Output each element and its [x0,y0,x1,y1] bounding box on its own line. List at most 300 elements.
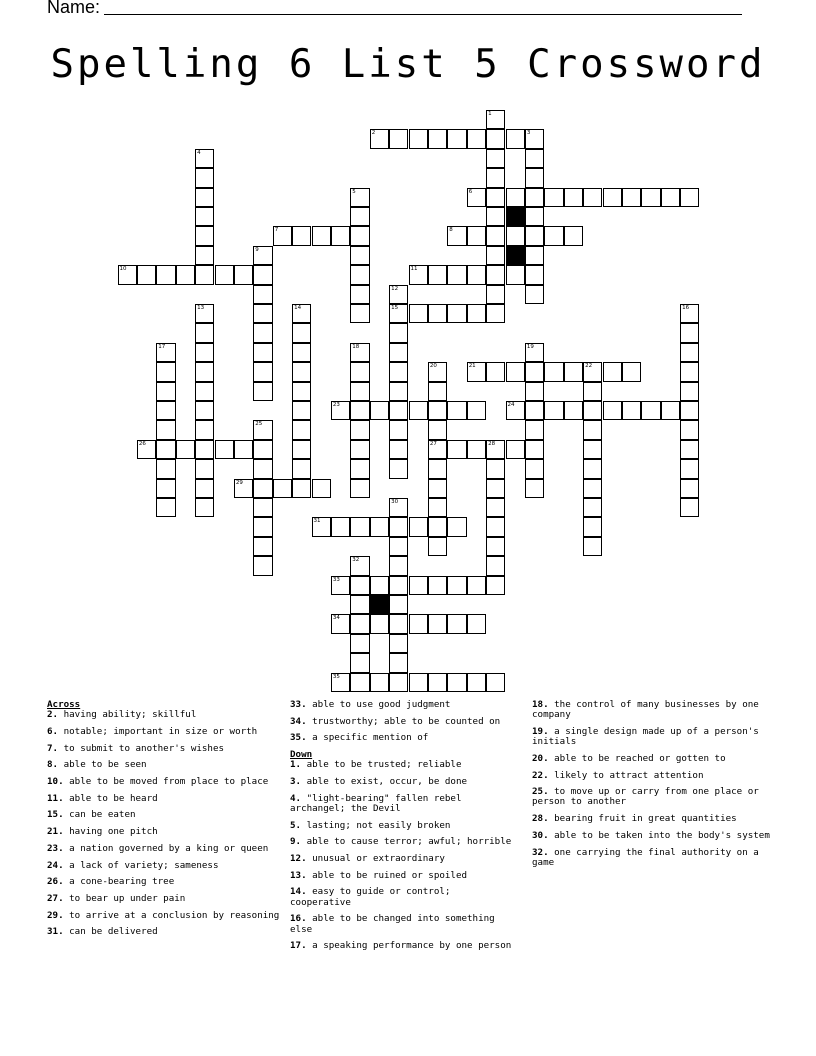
across-clue: 34. trustworthy; able to be counted on [290,715,501,727]
grid-cell[interactable] [447,673,466,692]
grid-cell[interactable] [583,420,602,439]
grid-cell[interactable] [350,576,369,595]
grid-cell[interactable] [525,285,544,304]
down-header: Down [290,749,313,761]
grid-cell[interactable] [525,129,544,148]
grid-cell[interactable] [583,188,602,207]
grid-cell[interactable] [389,595,408,614]
grid-cell[interactable] [176,440,195,459]
grid-cell[interactable] [428,440,447,459]
grid-cell[interactable] [156,498,175,517]
grid-cell[interactable] [486,226,505,245]
grid-cell[interactable] [544,226,563,245]
grid-cell[interactable] [525,362,544,381]
grid-cell[interactable] [253,362,272,381]
grid-cell[interactable] [680,304,699,323]
black-square [506,207,525,226]
grid-cell[interactable] [525,207,544,226]
grid-cell[interactable] [447,401,466,420]
grid-cell[interactable] [486,479,505,498]
grid-cell[interactable] [544,188,563,207]
grid-cell[interactable] [428,576,447,595]
grid-cell[interactable] [331,673,350,692]
down-clue: 1. able to be trusted; reliable [290,759,462,771]
down-clue: 3. able to exist, occur, be done [290,776,468,788]
grid-cell[interactable] [428,401,447,420]
grid-cell[interactable] [312,479,331,498]
grid-cell[interactable] [350,246,369,265]
grid-cell[interactable] [680,459,699,478]
grid-cell[interactable] [350,673,369,692]
grid-cell[interactable] [156,362,175,381]
grid-cell[interactable] [389,323,408,342]
grid-cell[interactable] [447,517,466,536]
grid-cell[interactable] [195,440,214,459]
grid-cell[interactable] [195,420,214,439]
grid-cell[interactable] [350,420,369,439]
clue-number: 17 [158,343,166,350]
clue-number: 11 [410,266,418,273]
grid-cell[interactable] [506,362,525,381]
grid-cell[interactable] [253,246,272,265]
grid-cell[interactable] [389,673,408,692]
grid-cell[interactable] [370,401,389,420]
grid-cell[interactable] [622,401,641,420]
grid-cell[interactable] [389,382,408,401]
grid-cell[interactable] [350,188,369,207]
grid-cell[interactable] [525,149,544,168]
grid-cell[interactable] [603,188,622,207]
grid-cell[interactable] [506,401,525,420]
down-clue: 19. a single design made up of a person's initials [532,725,759,748]
grid-cell[interactable] [350,556,369,575]
grid-cell[interactable] [486,576,505,595]
across-clue: 7. to submit to another's wishes [47,742,225,754]
grid-cell[interactable] [428,129,447,148]
grid-cell[interactable] [680,343,699,362]
grid-cell[interactable] [350,459,369,478]
grid-cell[interactable] [156,265,175,284]
grid-cell[interactable] [486,285,505,304]
grid-cell[interactable] [389,401,408,420]
grid-cell[interactable] [486,168,505,187]
grid-cell[interactable] [467,265,486,284]
grid-cell[interactable] [486,129,505,148]
grid-cell[interactable] [447,614,466,633]
grid-cell[interactable] [467,362,486,381]
grid-cell[interactable] [389,556,408,575]
grid-cell[interactable] [253,382,272,401]
grid-cell[interactable] [292,479,311,498]
grid-cell[interactable] [525,401,544,420]
grid-cell[interactable] [273,226,292,245]
grid-cell[interactable] [583,401,602,420]
grid-cell[interactable] [428,673,447,692]
grid-cell[interactable] [409,401,428,420]
down-clue: 9. able to cause terror; awful; horrible [290,836,512,848]
clue-number: 13 [197,305,205,311]
grid-cell[interactable] [680,323,699,342]
clue-number: 22 [585,363,593,370]
grid-cell[interactable] [156,420,175,439]
grid-cell[interactable] [409,517,428,536]
grid-cell[interactable] [195,401,214,420]
grid-cell[interactable] [428,537,447,556]
grid-cell[interactable] [350,207,369,226]
grid-cell[interactable] [680,401,699,420]
grid-cell[interactable] [292,226,311,245]
grid-cell[interactable] [253,420,272,439]
grid-cell[interactable] [292,362,311,381]
grid-cell[interactable] [195,207,214,226]
grid-cell[interactable] [195,226,214,245]
grid-cell[interactable] [389,459,408,478]
grid-cell[interactable] [195,459,214,478]
grid-cell[interactable] [253,285,272,304]
grid-cell[interactable] [486,246,505,265]
grid-cell[interactable] [447,265,466,284]
clue-number: 26 [138,440,146,447]
clue-number: 10 [119,266,127,273]
grid-cell[interactable] [253,498,272,517]
grid-cell[interactable] [389,517,408,536]
grid-cell[interactable] [583,498,602,517]
clue-number: 19 [526,343,534,350]
grid-cell[interactable] [195,265,214,284]
grid-cell[interactable] [428,517,447,536]
grid-cell[interactable] [292,459,311,478]
grid-cell[interactable] [195,343,214,362]
grid-cell[interactable] [350,285,369,304]
grid-cell[interactable] [195,304,214,323]
grid-cell[interactable] [428,498,447,517]
grid-cell[interactable] [350,634,369,653]
grid-cell[interactable] [292,343,311,362]
grid-cell[interactable] [583,382,602,401]
down-clue: 20. able to be reached or gotten to [532,752,726,764]
grid-cell[interactable] [331,401,350,420]
grid-cell[interactable] [195,168,214,187]
grid-cell[interactable] [486,265,505,284]
grid-cell[interactable] [253,556,272,575]
grid-cell[interactable] [544,362,563,381]
grid-cell[interactable] [350,614,369,633]
grid-cell[interactable] [641,188,660,207]
grid-cell[interactable] [603,362,622,381]
grid-cell[interactable] [428,304,447,323]
grid-cell[interactable] [428,362,447,381]
grid-cell[interactable] [350,265,369,284]
grid-cell[interactable] [253,265,272,284]
grid-cell[interactable] [331,517,350,536]
grid-cell[interactable] [389,362,408,381]
grid-cell[interactable] [583,537,602,556]
grid-cell[interactable] [467,673,486,692]
grid-cell[interactable] [680,440,699,459]
grid-cell[interactable] [525,420,544,439]
grid-cell[interactable] [389,343,408,362]
grid-cell[interactable] [350,440,369,459]
grid-cell[interactable] [331,226,350,245]
grid-cell[interactable] [467,614,486,633]
grid-cell[interactable] [486,459,505,478]
grid-cell[interactable] [467,440,486,459]
across-clue: 27. to bear up under pain [47,892,186,904]
grid-cell[interactable] [486,362,505,381]
grid-cell[interactable] [253,459,272,478]
across-clue: 35. a specific mention of [290,732,429,744]
grid-cell[interactable] [389,653,408,672]
grid-cell[interactable] [389,576,408,595]
clue-number: 15 [391,305,399,311]
grid-cell[interactable] [195,479,214,498]
grid-cell[interactable] [292,401,311,420]
grid-cell[interactable] [292,440,311,459]
grid-cell[interactable] [215,265,234,284]
grid-cell[interactable] [447,576,466,595]
grid-cell[interactable] [680,479,699,498]
grid-cell[interactable] [331,614,350,633]
grid-cell[interactable] [680,382,699,401]
down-clue: 14. easy to guide or control; cooperative [290,886,451,908]
grid-cell[interactable] [253,323,272,342]
grid-cell[interactable] [409,614,428,633]
grid-cell[interactable] [195,149,214,168]
grid-cell[interactable] [350,343,369,362]
grid-cell[interactable] [292,420,311,439]
grid-cell[interactable] [156,479,175,498]
grid-cell[interactable] [253,304,272,323]
grid-cell[interactable] [389,498,408,517]
grid-cell[interactable] [467,129,486,148]
down-clue: 17. a speaking performance by one person [290,940,512,952]
grid-cell[interactable] [467,576,486,595]
grid-cell[interactable] [156,401,175,420]
grid-cell[interactable] [253,517,272,536]
clue-number: 8 [449,227,453,234]
grid-cell[interactable] [234,479,253,498]
clue-number: 9 [255,246,259,253]
grid-cell[interactable] [506,188,525,207]
grid-cell[interactable] [564,362,583,381]
grid-cell[interactable] [215,440,234,459]
clue-number: 20 [429,363,437,370]
down-clue: 18. the control of many businesses by one company [532,699,759,721]
grid-cell[interactable] [292,304,311,323]
grid-cell[interactable] [564,401,583,420]
grid-cell[interactable] [428,479,447,498]
grid-cell[interactable] [486,304,505,323]
grid-cell[interactable] [447,304,466,323]
grid-cell[interactable] [603,401,622,420]
clue-number: 35 [332,673,340,680]
grid-cell[interactable] [486,188,505,207]
grid-cell[interactable] [156,459,175,478]
grid-cell[interactable] [641,401,660,420]
across-header: Across [47,699,81,710]
across-clue: 8. able to be seen [47,759,147,771]
grid-cell[interactable] [312,517,331,536]
grid-cell[interactable] [486,149,505,168]
grid-cell[interactable] [137,440,156,459]
grid-cell[interactable] [428,382,447,401]
clue-number: 32 [352,557,360,564]
grid-cell[interactable] [447,129,466,148]
across-clue: 33. able to use good judgment [290,699,451,710]
grid-cell[interactable] [583,517,602,536]
grid-cell[interactable] [253,537,272,556]
grid-cell[interactable] [273,479,292,498]
grid-cell[interactable] [622,188,641,207]
grid-cell[interactable] [389,440,408,459]
grid-cell[interactable] [370,614,389,633]
grid-cell[interactable] [564,188,583,207]
grid-cell[interactable] [680,498,699,517]
grid-cell[interactable] [389,614,408,633]
across-clue: 31. can be delivered [47,926,158,938]
grid-cell[interactable] [506,265,525,284]
grid-cell[interactable] [234,265,253,284]
grid-cell[interactable] [525,168,544,187]
down-clue: 16. able to be changed into something else [290,913,495,935]
grid-cell[interactable] [253,440,272,459]
grid-cell[interactable] [680,188,699,207]
puzzle-title: Spelling 6 List 5 Crossword [50,42,766,87]
grid-cell[interactable] [409,304,428,323]
grid-cell[interactable] [525,226,544,245]
clue-number: 18 [352,343,360,350]
across-clue: 6. notable; important in size or worth [47,725,258,737]
grid-cell[interactable] [428,265,447,284]
grid-cell[interactable] [680,362,699,381]
grid-cell[interactable] [195,188,214,207]
grid-cell[interactable] [525,246,544,265]
grid-cell[interactable] [506,226,525,245]
grid-cell[interactable] [389,420,408,439]
grid-cell[interactable] [544,401,563,420]
grid-cell[interactable] [292,323,311,342]
grid-cell[interactable] [350,653,369,672]
across-clue: 2. having ability; skillful [47,709,197,721]
grid-cell[interactable] [389,304,408,323]
grid-cell[interactable] [428,614,447,633]
grid-cell[interactable] [447,440,466,459]
grid-cell[interactable] [156,382,175,401]
grid-cell[interactable] [389,285,408,304]
grid-cell[interactable] [486,537,505,556]
grid-cell[interactable] [506,129,525,148]
grid-cell[interactable] [680,420,699,439]
across-clue: 26. a cone-bearing tree [47,876,175,888]
grid-cell[interactable] [486,207,505,226]
grid-cell[interactable] [350,517,369,536]
grid-cell[interactable] [370,576,389,595]
grid-cell[interactable] [370,517,389,536]
grid-cell[interactable] [292,382,311,401]
grid-cell[interactable] [525,265,544,284]
grid-cell[interactable] [350,226,369,245]
grid-cell[interactable] [583,440,602,459]
grid-cell[interactable] [389,537,408,556]
grid-cell[interactable] [409,265,428,284]
grid-cell[interactable] [525,479,544,498]
grid-cell[interactable] [350,595,369,614]
grid-cell[interactable] [467,188,486,207]
grid-cell[interactable] [350,362,369,381]
grid-cell[interactable] [195,246,214,265]
grid-cell[interactable] [350,304,369,323]
grid-cell[interactable] [486,556,505,575]
grid-cell[interactable] [506,440,525,459]
grid-cell[interactable] [467,401,486,420]
grid-cell[interactable] [156,343,175,362]
grid-cell[interactable] [389,634,408,653]
clue-number: 33 [332,576,340,583]
grid-cell[interactable] [350,479,369,498]
grid-cell[interactable] [525,440,544,459]
grid-cell[interactable] [253,479,272,498]
grid-cell[interactable] [409,129,428,148]
grid-cell[interactable] [195,498,214,517]
grid-cell[interactable] [176,265,195,284]
grid-cell[interactable] [486,673,505,692]
grid-cell[interactable] [467,226,486,245]
grid-cell[interactable] [234,440,253,459]
grid-cell[interactable] [118,265,137,284]
grid-cell[interactable] [583,362,602,381]
across-clue: 15. can be eaten [47,809,136,821]
grid-cell[interactable] [370,673,389,692]
grid-cell[interactable] [350,382,369,401]
grid-cell[interactable] [661,401,680,420]
grid-cell[interactable] [583,459,602,478]
grid-cell[interactable] [428,459,447,478]
grid-cell[interactable] [195,362,214,381]
grid-cell[interactable] [525,343,544,362]
clue-number: 27 [429,440,437,447]
grid-cell[interactable] [447,226,466,245]
across-clue: 11. able to be heard [47,792,158,804]
grid-cell[interactable] [564,226,583,245]
grid-cell[interactable] [409,576,428,595]
grid-cell[interactable] [370,129,389,148]
grid-cell[interactable] [525,188,544,207]
grid-cell[interactable] [253,343,272,362]
grid-cell[interactable] [331,576,350,595]
grid-cell[interactable] [486,110,505,129]
grid-cell[interactable] [525,459,544,478]
grid-cell[interactable] [486,498,505,517]
grid-cell[interactable] [389,129,408,148]
grid-cell[interactable] [583,479,602,498]
grid-cell[interactable] [156,440,175,459]
grid-cell[interactable] [409,673,428,692]
grid-cell[interactable] [195,323,214,342]
grid-cell[interactable] [622,362,641,381]
down-clue: 32. one carrying the final authority on a game [532,846,759,868]
grid-cell[interactable] [486,517,505,536]
grid-cell[interactable] [195,382,214,401]
grid-cell[interactable] [350,401,369,420]
grid-cell[interactable] [137,265,156,284]
grid-cell[interactable] [525,382,544,401]
black-square [506,246,525,265]
grid-cell[interactable] [428,420,447,439]
grid-cell[interactable] [467,304,486,323]
grid-cell[interactable] [661,188,680,207]
grid-cell[interactable] [486,440,505,459]
grid-cell[interactable] [312,226,331,245]
